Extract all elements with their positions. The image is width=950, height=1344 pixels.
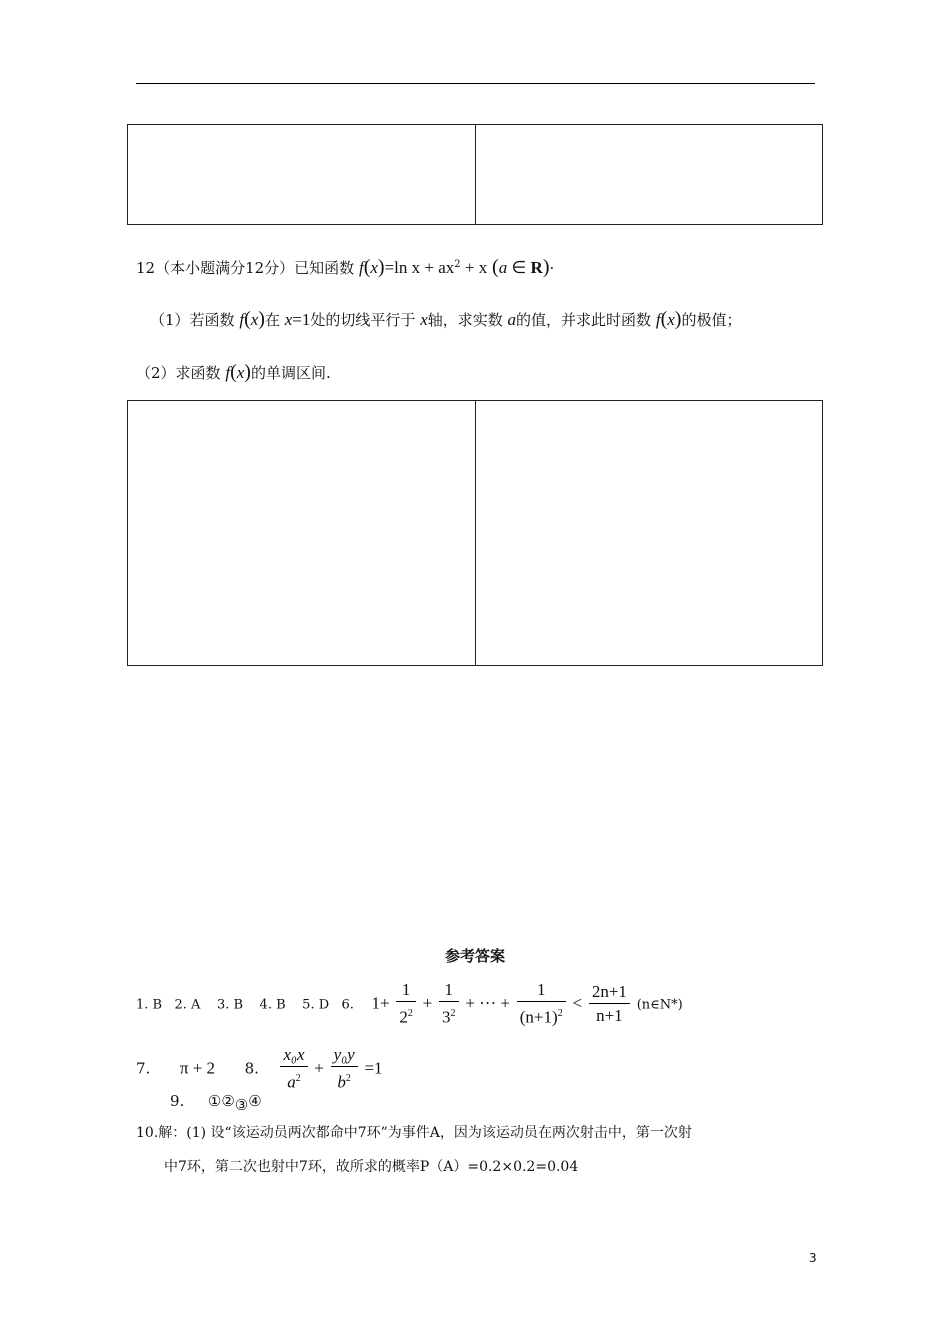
answers-line-10a: 10.解：(1) 设“该运动员两次都命中7环”为事件A，因为该运动员在两次射击中，第一次射 <box>136 1125 692 1141</box>
answers-line-7-8: 7. π + 2 8. $\frac{\text{x₀x}}{a^2}$ + $\frac{\text{y₀y}}{b^2}$ =1 <box>136 1045 383 1092</box>
answer-box-divider <box>475 401 476 665</box>
answers-title: 参考答案 <box>444 947 505 965</box>
problem-12-part-2: （2）求函数 f(x)的单调区间. <box>136 361 331 383</box>
problem-12-part-1: （1）若函数 f(x)在 x=1处的切线平行于 x轴，求实数 a的值，并求此时函数 f(x)的极值； <box>150 308 742 330</box>
page-number: 3 <box>809 1251 817 1265</box>
fraction-x0x-over-a2: $\frac{\text{x₀x}}{a^2}$ <box>280 1045 307 1094</box>
fraction-1-over-n1sq: $\frac{1}{(n+1)^2}$ <box>517 980 566 1029</box>
fraction-1-over-3sq: $\frac{1}{3^2}$ <box>439 980 459 1029</box>
fraction-2n1-over-n1: $\frac{2n+1}{n+1}$ <box>589 982 630 1027</box>
problem-12-statement: 12（本小题满分12分）已知函数 f(x)=ln $x + ax^2 + x$ (a ∈ R)· <box>136 256 555 278</box>
answer-box-top <box>127 124 823 225</box>
answer-box-divider <box>475 125 476 224</box>
header-rule <box>136 83 815 84</box>
answers-line-1: 1. B 2. A 3. B 4. B 5. D 6. 1+ $\frac{1}{2^2}$ + $\frac{1}{3^2}$ + ··· + $\frac{1}{(n+1)^2}$ < $\frac{2n+1}{n+1}$ (n∈N*) <box>136 980 683 1027</box>
fraction-y0y-over-b2: $\frac{\text{y₀y}}{b^2}$ <box>331 1045 358 1094</box>
answers-line-10b: 中7环，第二次也射中7环，故所求的概率P（A）=0.2×0.2=0.04 <box>164 1159 579 1175</box>
answers-line-9: 9. ①②③④ <box>170 1092 262 1114</box>
answer-box-bottom <box>127 400 823 666</box>
problem-12-intro: 12（本小题满分12分）已知函数 <box>136 259 355 277</box>
fraction-1-over-2sq: $\frac{1}{2^2}$ <box>396 980 416 1029</box>
